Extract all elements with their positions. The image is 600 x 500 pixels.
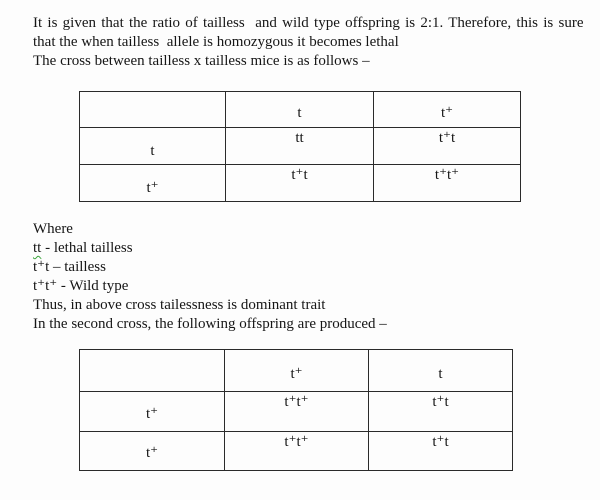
punnett-table-cross2 — [79, 349, 513, 471]
table-header-row — [80, 92, 521, 128]
corner-cell — [80, 350, 225, 392]
note-dominant-trait: Thus, in above cross tailessness is dominant trait — [33, 297, 326, 313]
row-header-cell: t — [80, 128, 226, 165]
legend-item-tailless: t⁺t – tailless — [33, 259, 106, 275]
row-header-cell: t⁺ — [80, 392, 225, 432]
col-header-cell: t⁺ — [225, 350, 369, 392]
corner-cell — [80, 92, 226, 128]
genotype-cell: t⁺t⁺ — [225, 432, 369, 471]
legend-item-lethal-text: - lethal tailless — [41, 240, 133, 256]
table-header-row — [80, 350, 513, 392]
genotype-cell: t⁺t — [369, 432, 513, 471]
intro-paragraph — [33, 14, 593, 71]
misspelled-word: tt — [33, 240, 42, 256]
col-header-cell: t⁺ — [374, 92, 521, 128]
legend-item-wildtype: t⁺t⁺ - Wild type — [33, 278, 129, 294]
intro-line-3: The cross between tailless x tailless mice is as follows – — [33, 53, 370, 69]
legend-title: Where — [33, 221, 73, 237]
row-header-cell: t⁺ — [80, 165, 226, 202]
table-row — [80, 432, 513, 471]
intro-line-1: It is given that the ratio of tailless and wild type offspring is 2:1. Therefore, this is sure — [33, 15, 584, 31]
legend-block — [33, 220, 593, 334]
punnett-table-cross1 — [79, 91, 521, 202]
note-second-cross: In the second cross, the following offspring are produced – — [33, 316, 387, 332]
genotype-cell: t⁺t — [226, 165, 374, 202]
table-row — [80, 128, 521, 165]
col-header-cell: t — [226, 92, 374, 128]
col-header-cell: t — [369, 350, 513, 392]
genotype-cell: t⁺t⁺ — [374, 165, 521, 202]
table-row — [80, 392, 513, 432]
genotype-cell: t⁺t⁺ — [225, 392, 369, 432]
genotype-cell: t⁺t — [374, 128, 521, 165]
table-row — [80, 165, 521, 202]
row-header-cell: t⁺ — [80, 432, 225, 471]
intro-line-2: that the when tailless allele is homozygous it becomes lethal — [33, 34, 399, 50]
genotype-cell: t⁺t — [369, 392, 513, 432]
genotype-cell: tt — [226, 128, 374, 165]
legend-item-lethal — [33, 239, 593, 258]
